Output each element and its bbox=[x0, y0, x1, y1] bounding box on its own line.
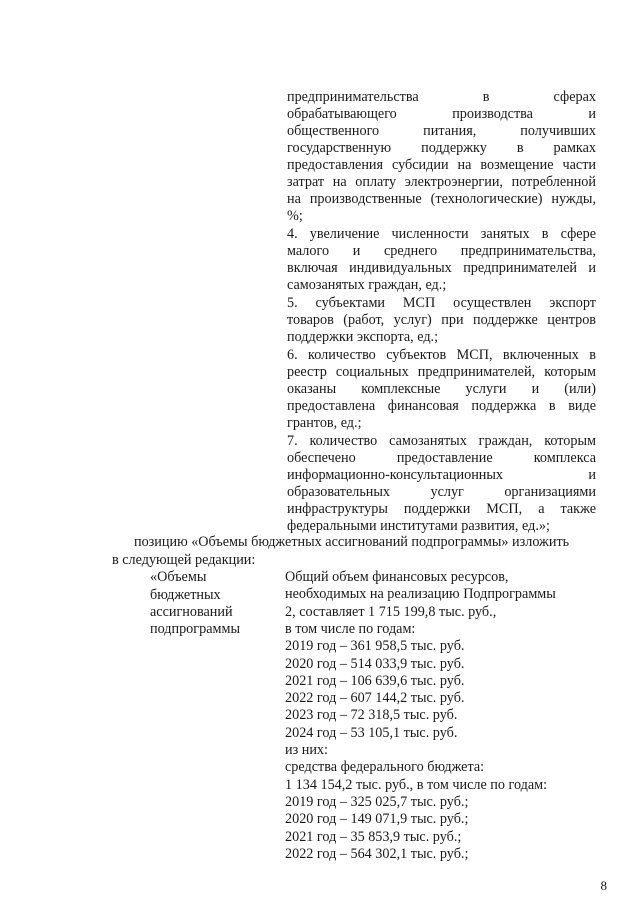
budget-data-line: 2021 год – 106 639,6 тыс. руб. bbox=[285, 672, 465, 689]
indicator-text-line: оказаны комплексные услуги и (или) bbox=[287, 381, 596, 397]
budget-data-line: 1 134 154,2 тыс. руб., в том числе по годам: bbox=[285, 776, 548, 793]
indicator-text-line: обрабатывающего производства и bbox=[287, 106, 596, 122]
budget-data-line: 2020 год – 149 071,9 тыс. руб.; bbox=[285, 811, 469, 828]
budget-data-line: Общий объем финансовых ресурсов, bbox=[285, 569, 509, 585]
budget-label-line: подпрограммы bbox=[150, 621, 240, 637]
budget-label-line: бюджетных bbox=[150, 587, 221, 603]
indicator-text-line: образовательных услуг организациями bbox=[287, 484, 596, 500]
budget-data-line: 2019 год – 325 025,7 тыс. руб.; bbox=[285, 793, 469, 810]
page-number: 8 bbox=[600, 878, 607, 893]
indicator-text-line: предпринимательства в сферах bbox=[287, 89, 596, 105]
budget-data-line: из них: bbox=[285, 742, 328, 758]
indicator-text-line: предоставлена финансовая поддержка в виде bbox=[287, 398, 596, 414]
budget-data-line: 2024 год – 53 105,1 тыс. руб. bbox=[285, 724, 458, 741]
budget-data-line: средства федерального бюджета: bbox=[285, 759, 485, 776]
indicator-text-line: инфраструктуры поддержки МСП, а также bbox=[287, 501, 596, 517]
instruction-line-2: в следующей редакции: bbox=[112, 552, 256, 568]
indicator-text-line: на производственные (технологические) нужды, bbox=[287, 191, 596, 207]
indicator-text-line: федеральными институтами развития, ед.»; bbox=[287, 518, 550, 534]
budget-data-line: 2022 год – 607 144,2 тыс. руб. bbox=[285, 690, 465, 707]
indicator-text-line: 5. субъектами МСП осуществлен экспорт bbox=[287, 295, 596, 311]
indicator-text-line: предоставления субсидии на возмещение части bbox=[287, 157, 596, 173]
indicator-text-line: самозанятых граждан, ед.; bbox=[287, 277, 447, 293]
budget-data-line: необходимых на реализацию Подпрограммы bbox=[285, 586, 556, 603]
budget-data-line: в том числе по годам: bbox=[285, 620, 416, 637]
budget-label-line: «Объемы bbox=[150, 569, 207, 585]
budget-data-line: 2019 год – 361 958,5 тыс. руб. bbox=[285, 638, 465, 655]
indicator-text-line: 7. количество самозанятых граждан, которым bbox=[287, 433, 596, 449]
indicator-text-line: затрат на оплату электроэнергии, потребленной bbox=[287, 174, 596, 190]
indicator-text-line: включая индивидуальных предпринимателей и bbox=[287, 260, 596, 276]
indicator-text-line: информационно-консультационных и bbox=[287, 467, 596, 483]
indicator-text-line: обеспечено предоставление комплекса bbox=[287, 450, 596, 466]
budget-data-line: 2020 год – 514 033,9 тыс. руб. bbox=[285, 655, 465, 672]
indicator-text-line: реестр социальных предпринимателей, которым bbox=[287, 364, 596, 380]
budget-data-line: 2, составляет 1 715 199,8 тыс. руб., bbox=[285, 603, 497, 620]
indicator-text-line: малого и среднего предпринимательства, bbox=[287, 243, 596, 259]
budget-label-line: ассигнований bbox=[150, 604, 233, 620]
indicator-text-line: поддержки экспорта, ед.; bbox=[287, 329, 439, 345]
budget-data-line: 2021 год – 35 853,9 тыс. руб.; bbox=[285, 828, 462, 845]
instruction-line-1: позицию «Объемы бюджетных ассигнований подпрограммы» изложить bbox=[134, 534, 570, 550]
indicator-text-line: общественного питания, получивших bbox=[287, 123, 596, 139]
indicator-text-line: грантов, ед.; bbox=[287, 415, 362, 431]
budget-data-line: 2022 год – 564 302,1 тыс. руб.; bbox=[285, 845, 469, 862]
indicator-text-line: %; bbox=[287, 208, 303, 224]
budget-data-line: 2023 год – 72 318,5 тыс. руб. bbox=[285, 707, 458, 724]
indicator-text-line: товаров (работ, услуг) при поддержке центров bbox=[287, 312, 596, 328]
indicator-text-line: 6. количество субъектов МСП, включенных в bbox=[287, 347, 596, 363]
indicator-text-line: государственную поддержку в рамках bbox=[287, 140, 596, 156]
indicator-text-line: 4. увеличение численности занятых в сфере bbox=[287, 226, 596, 242]
